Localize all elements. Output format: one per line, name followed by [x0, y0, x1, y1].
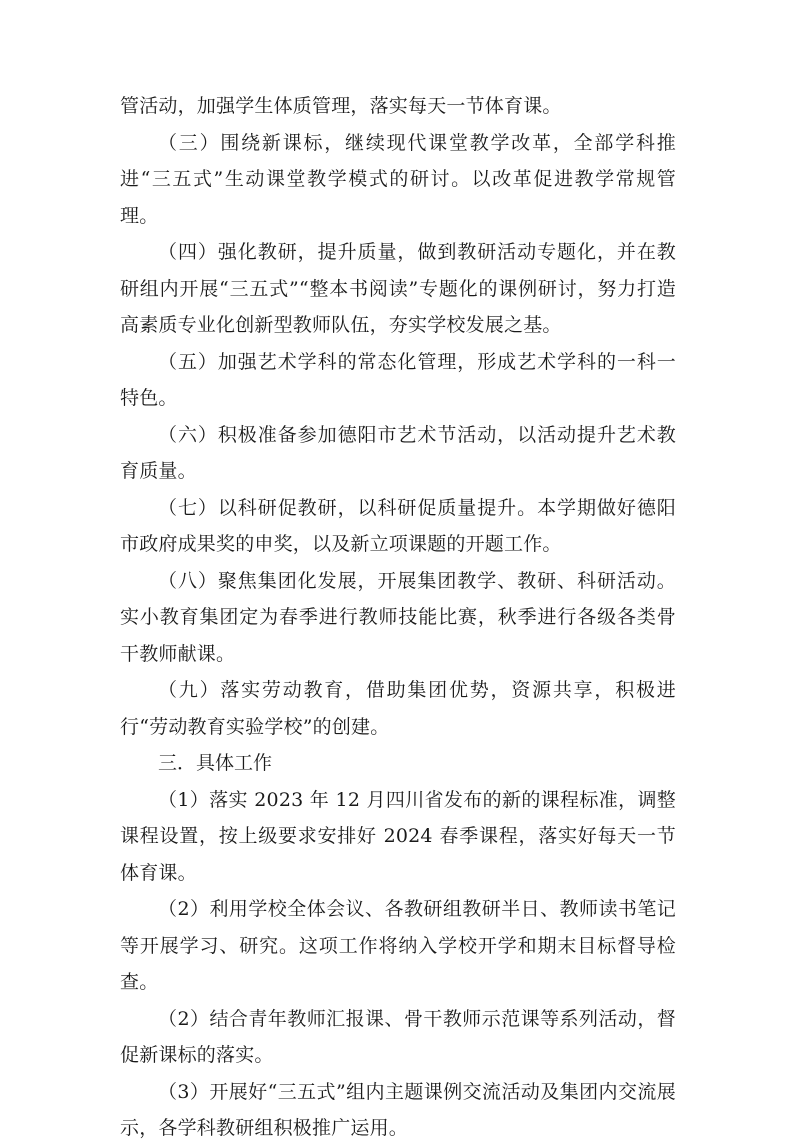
paragraph-item-9: （九）落实劳动教育，借助集团优势，资源共享，积极进行“劳动教育实验学校”的创建。: [120, 679, 676, 738]
paragraph-item-3: （三）围绕新课标，继续现代课堂教学改革，全部学科推进“三五式”生动课堂教学模式的研讨。以改革促进教学常规管理。: [120, 131, 676, 227]
section-heading: 三．具体工作: [158, 752, 273, 774]
paragraph-continuation: 管活动，加强学生体质管理，落实每天一节体育课。: [120, 95, 562, 117]
paragraph-item-4: （四）强化教研，提升质量，做到教研活动专题化，并在教研组内开展“三五式”“整本书阅读”专题化的课例研讨，努力打造高素质专业化创新型教师队伍，夯实学校发展之基。: [120, 241, 676, 336]
work-item-3: （2）结合青年教师汇报课、骨干教师示范课等系列活动，督促新课标的落实。: [120, 1007, 676, 1066]
paragraph-item-6: （六）积极准备参加德阳市艺术节活动，以活动提升艺术教育质量。: [120, 423, 676, 482]
document-body: [120, 88, 676, 1147]
paragraph-item-5: （五）加强艺术学科的常态化管理，形成艺术学科的一科一特色。: [120, 350, 676, 409]
paragraph-item-7: （七）以科研促教研，以科研促质量提升。本学期做好德阳市政府成果奖的申奖，以及新立项课题的开题工作。: [120, 496, 676, 555]
work-item-2: （2）利用学校全体会议、各教研组教研半日、教师读书笔记等开展学习、研究。这项工作将纳入学校开学和期末目标督导检查。: [120, 898, 676, 993]
paragraph-item-8: （八）聚焦集团化发展，开展集团教学、教研、科研活动。实小教育集团定为春季进行教师技能比赛，秋季进行各级各类骨干教师献课。: [120, 569, 676, 665]
work-item-4: （3）开展好“三五式”组内主题课例交流活动及集团内交流展示，各学科教研组积极推广运用。: [120, 1080, 676, 1139]
work-item-1: （1）落实 2023 年 12 月四川省发布的新的课程标准，调整课程设置，按上级要求安排好 2024 春季课程，落实好每天一节体育课。: [120, 788, 676, 884]
